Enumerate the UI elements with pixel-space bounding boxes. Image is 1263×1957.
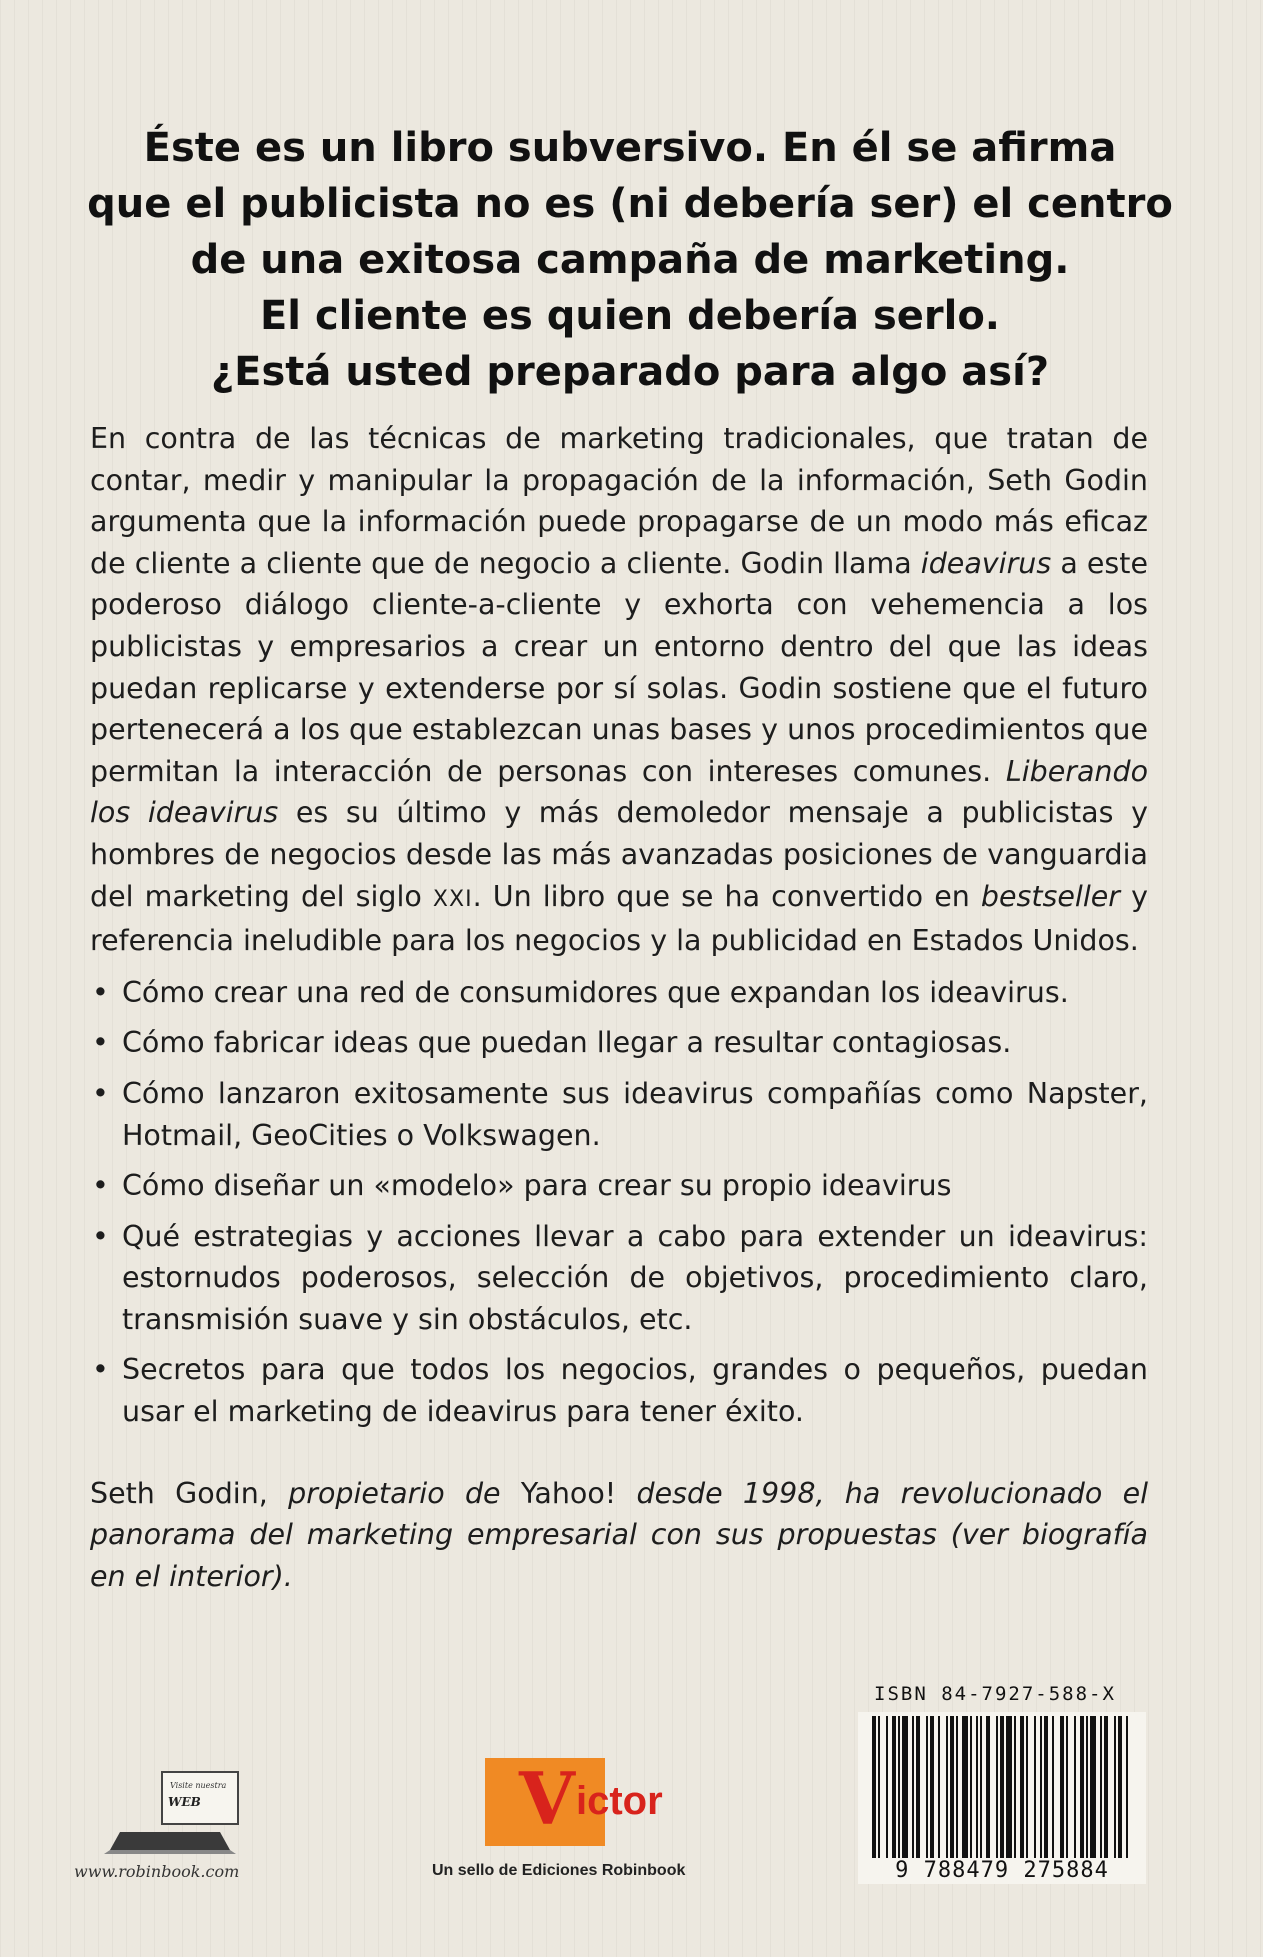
- barcode-bar: [886, 1716, 888, 1858]
- isbn: ISBN 84-7927-588-X: [874, 1683, 1116, 1705]
- list-item: • Cómo crear una red de consumidores que expandan los ideavirus.: [90, 972, 1148, 1014]
- italic-term: ideavirus: [920, 546, 1052, 580]
- logo-wordmark: ictor: [576, 1779, 663, 1823]
- text-run: y referencia ineludible para los negocios y la publicidad en Estados Unidos.: [90, 879, 1149, 958]
- computer-icon: [80, 1766, 270, 1856]
- description: [90, 418, 1148, 1597]
- barcode-bar: [1126, 1716, 1128, 1858]
- ean-number: 9 788479 275884: [858, 1858, 1146, 1884]
- headline: [80, 120, 1180, 400]
- barcode-bar: [912, 1716, 914, 1858]
- list-item: • Cómo fabricar ideas que puedan llegar a resultar contagiosas.: [90, 1022, 1148, 1064]
- headline-line: Éste es un libro subversivo. En él se afirma: [143, 125, 1117, 171]
- barcode-bar: [1014, 1716, 1016, 1858]
- barcode-bar: [926, 1716, 928, 1858]
- text-run: . Un libro que se ha convertido en: [472, 879, 970, 913]
- barcode-bar: [1026, 1716, 1028, 1858]
- barcode-bar: [930, 1716, 934, 1858]
- logo-initial: V: [519, 1756, 575, 1841]
- web-label-small: Visite nuestra: [170, 1781, 227, 1790]
- text-run: En contra de las técnicas de marketing tradicionales, que tratan de contar, medir y manipular la propagación de la información, Seth Godin argumenta que la información puede propagarse de un modo más eficaz de cliente a cliente que de negocio a cliente. Godin llama: [90, 422, 1148, 580]
- barcode-bar: [1044, 1716, 1048, 1858]
- barcode-bar: [962, 1716, 968, 1858]
- barcode-bar: [1006, 1716, 1012, 1858]
- web-logo: [80, 1766, 270, 1856]
- barcode-bar: [916, 1716, 920, 1858]
- barcode-bar: [1090, 1716, 1096, 1858]
- barcode-bar: [1066, 1716, 1068, 1858]
- barcode-bar: [1080, 1716, 1084, 1858]
- barcode-bar: [980, 1716, 982, 1858]
- book-title: Liberando los ideavirus: [90, 754, 1149, 830]
- barcode-bar: [892, 1716, 896, 1858]
- century-numeral: XXI: [432, 886, 473, 912]
- barcode-bar: [1100, 1716, 1102, 1858]
- barcode-bar: [976, 1716, 978, 1858]
- headline-line: que el publicista no es (ni debería ser) el centro: [87, 181, 1173, 227]
- barcode-bar: [1104, 1716, 1108, 1858]
- barcode-bar: [1086, 1716, 1088, 1858]
- text-run: propietario de: [288, 1476, 501, 1510]
- barcode: [858, 1712, 1146, 1883]
- text-run: a este poderoso diálogo cliente-a-cliente y exhorta con vehemencia a los publicistas y empresarios a crear un entorno dentro del que las ideas puedan replicarse y extenderse por sí solas. Godin sostiene que el futuro pertenecerá a los que establezcan unas bases y unos procedimientos que permitan la interacción de personas con intereses comunes.: [90, 546, 1148, 788]
- barcode-bar: [1020, 1716, 1024, 1858]
- publisher-subtitle: Un sello de Ediciones Robinbook: [432, 1862, 686, 1879]
- barcode-bar: [898, 1716, 900, 1858]
- barcode-bar: [878, 1716, 880, 1858]
- barcode-bar: [1114, 1716, 1116, 1858]
- barcode-bar: [970, 1716, 972, 1858]
- list-item: • Qué estrategias y acciones llevar a cabo para extender un ideavirus: estornudos poderosos, selección de objetivos, procedimiento claro, transmisión suave y sin obstáculos, etc.: [90, 1216, 1148, 1341]
- barcode-bar: [1060, 1716, 1064, 1858]
- barcode-bar: [872, 1716, 876, 1858]
- author-name: Seth Godin,: [90, 1476, 268, 1510]
- feature-list: [90, 972, 1148, 1433]
- text-run: es su último y más demoledor mensaje a publicistas y hombres de negocios desde las más avanzadas posiciones de vanguardia del marketing del siglo: [90, 796, 1148, 913]
- barcode-bar: [938, 1716, 940, 1858]
- text-run: desde 1998, ha revolucionado el panorama del marketing empresarial con sus propuestas (ver biografía en el interior).: [90, 1476, 1149, 1593]
- barcode-bar: [902, 1716, 908, 1858]
- publisher-logo: [485, 1752, 695, 1852]
- author-bio: [90, 1473, 1148, 1598]
- headline-line: de una exitosa campaña de marketing.: [190, 237, 1070, 283]
- barcode-bar: [950, 1716, 954, 1858]
- website-url[interactable]: www.robinbook.com: [74, 1862, 240, 1881]
- barcode-bar: [986, 1716, 990, 1858]
- list-item: • Cómo lanzaron exitosamente sus ideavirus compañías como Napster, Hotmail, GeoCities o Volkswagen.: [90, 1073, 1148, 1156]
- barcode-bar: [1118, 1716, 1122, 1858]
- headline-line: El cliente es quien debería serlo.: [259, 293, 1001, 339]
- barcode-bar: [1052, 1716, 1054, 1858]
- description-paragraph: [90, 418, 1148, 962]
- company-name: Yahoo!: [520, 1476, 617, 1510]
- barcode-bar: [1074, 1716, 1076, 1858]
- web-label: WEB: [168, 1795, 201, 1809]
- barcode-bars: [872, 1716, 1132, 1858]
- barcode-bar: [1040, 1716, 1042, 1858]
- italic-term: bestseller: [980, 879, 1121, 913]
- barcode-bar: [1000, 1716, 1004, 1858]
- headline-line: ¿Está usted preparado para algo así?: [210, 349, 1050, 395]
- list-item: • Cómo diseñar un «modelo» para crear su propio ideavirus: [90, 1165, 1148, 1207]
- barcode-bar: [996, 1716, 998, 1858]
- barcode-bar: [956, 1716, 958, 1858]
- barcode-bar: [1034, 1716, 1036, 1858]
- list-item: • Secretos para que todos los negocios, grandes o pequeños, puedan usar el marketing de ideavirus para tener éxito.: [90, 1349, 1148, 1432]
- barcode-bar: [946, 1716, 948, 1858]
